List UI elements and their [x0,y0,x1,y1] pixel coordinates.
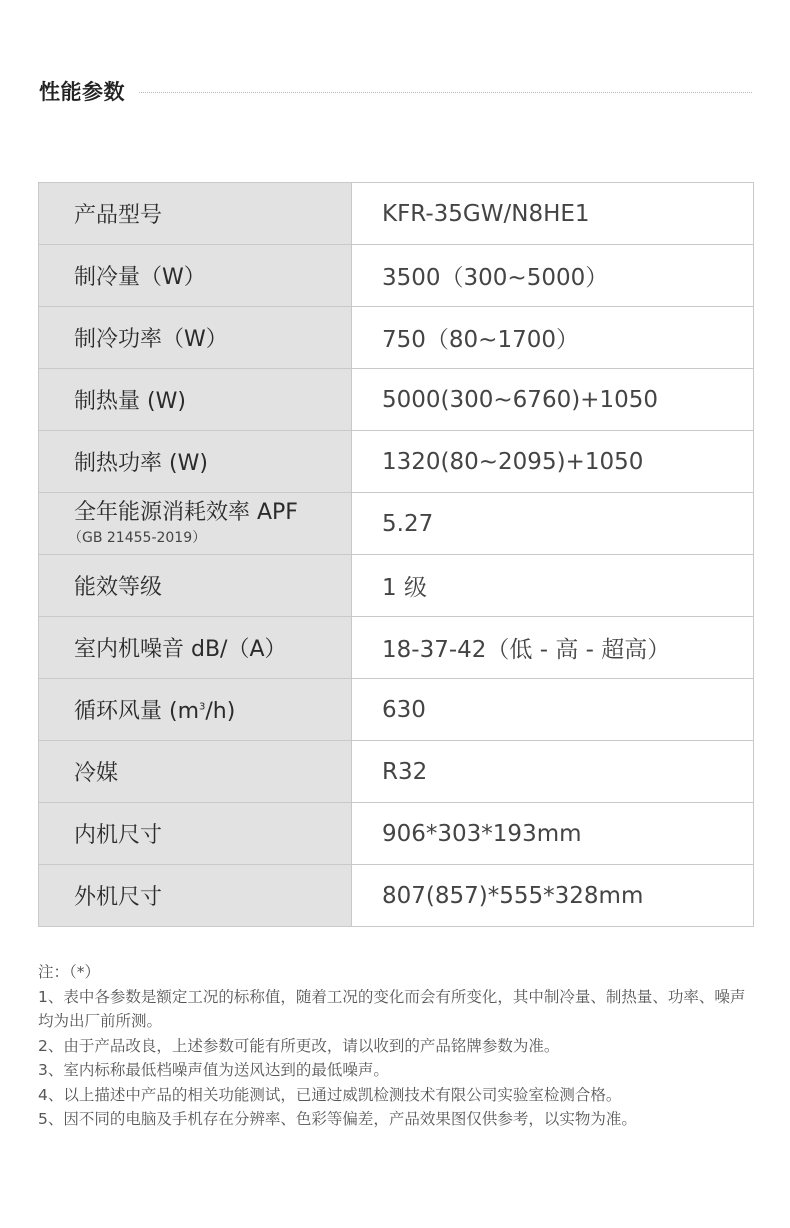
table-row [39,493,753,555]
spec-value: 5.27 [352,493,753,554]
table-row [39,803,753,865]
spec-label-prefix: 循环风量 (m [74,699,200,724]
dotted-divider [139,92,752,93]
note-item: 3、室内标称最低档噪声值为送风达到的最低噪声。 [38,1061,389,1079]
spec-table [38,182,754,927]
table-row [39,307,753,369]
spec-label: 内机尺寸 [39,803,352,864]
spec-label: 制冷功率（W） [39,307,352,368]
notes-heading: 注：（*） [38,963,101,981]
spec-label: 冷媒 [39,741,352,802]
spec-label [39,679,352,740]
spec-value: 5000(300~6760)+1050 [352,369,753,430]
table-row [39,183,753,245]
spec-label: 制热功率 (W) [39,431,352,492]
spec-value: 630 [352,679,753,740]
table-row [39,741,753,803]
spec-value: KFR-35GW/N8HE1 [352,183,753,244]
table-row [39,865,753,927]
unit-superscript: 3 [199,701,206,713]
spec-label: 制热量 (W) [39,369,352,430]
table-row [39,555,753,617]
spec-label: 能效等级 [39,555,352,616]
note-item: 1、表中各参数是额定工况的标称值，随着工况的变化而会有所变化，其中制冷量、制热量、功率、噪声均为出厂前所测。 [38,987,746,1030]
spec-label-sub: （GB 21455-2019） [68,530,207,546]
spec-label-main: 全年能源消耗效率 APF [74,500,298,525]
spec-value: 1320(80~2095)+1050 [352,431,753,492]
spec-label: 外机尺寸 [39,865,352,926]
spec-value: R32 [352,741,753,802]
table-row [39,431,753,493]
spec-value: 750（80~1700） [352,307,753,368]
spec-value: 18-37-42（低 - 高 - 超高） [352,617,753,678]
section-header [39,74,752,108]
section-title: 性能参数 [39,80,125,104]
table-row [39,369,753,431]
spec-label: 产品型号 [39,183,352,244]
spec-label: 制冷量（W） [39,245,352,306]
spec-label [39,493,352,554]
spec-value: 807(857)*555*328mm [352,865,753,926]
spec-label-suffix: /h) [205,699,236,724]
spec-label: 室内机噪音 dB/（A） [39,617,352,678]
spec-value: 906*303*193mm [352,803,753,864]
note-item: 4、以上描述中产品的相关功能测试，已通过威凯检测技术有限公司实验室检测合格。 [38,1085,622,1104]
spec-value: 1 级 [352,555,753,616]
table-row [39,679,753,741]
table-row [39,617,753,679]
note-item: 5、因不同的电脑及手机存在分辨率、色彩等偏差，产品效果图仅供参考，以实物为准。 [38,1110,637,1128]
table-row [39,245,753,307]
spec-value: 3500（300~5000） [352,245,753,306]
note-item: 2、由于产品改良，上述参数可能有所更改，请以收到的产品铭牌参数为准。 [38,1036,560,1055]
spec-label-text [74,694,351,725]
notes-section [38,960,758,1132]
